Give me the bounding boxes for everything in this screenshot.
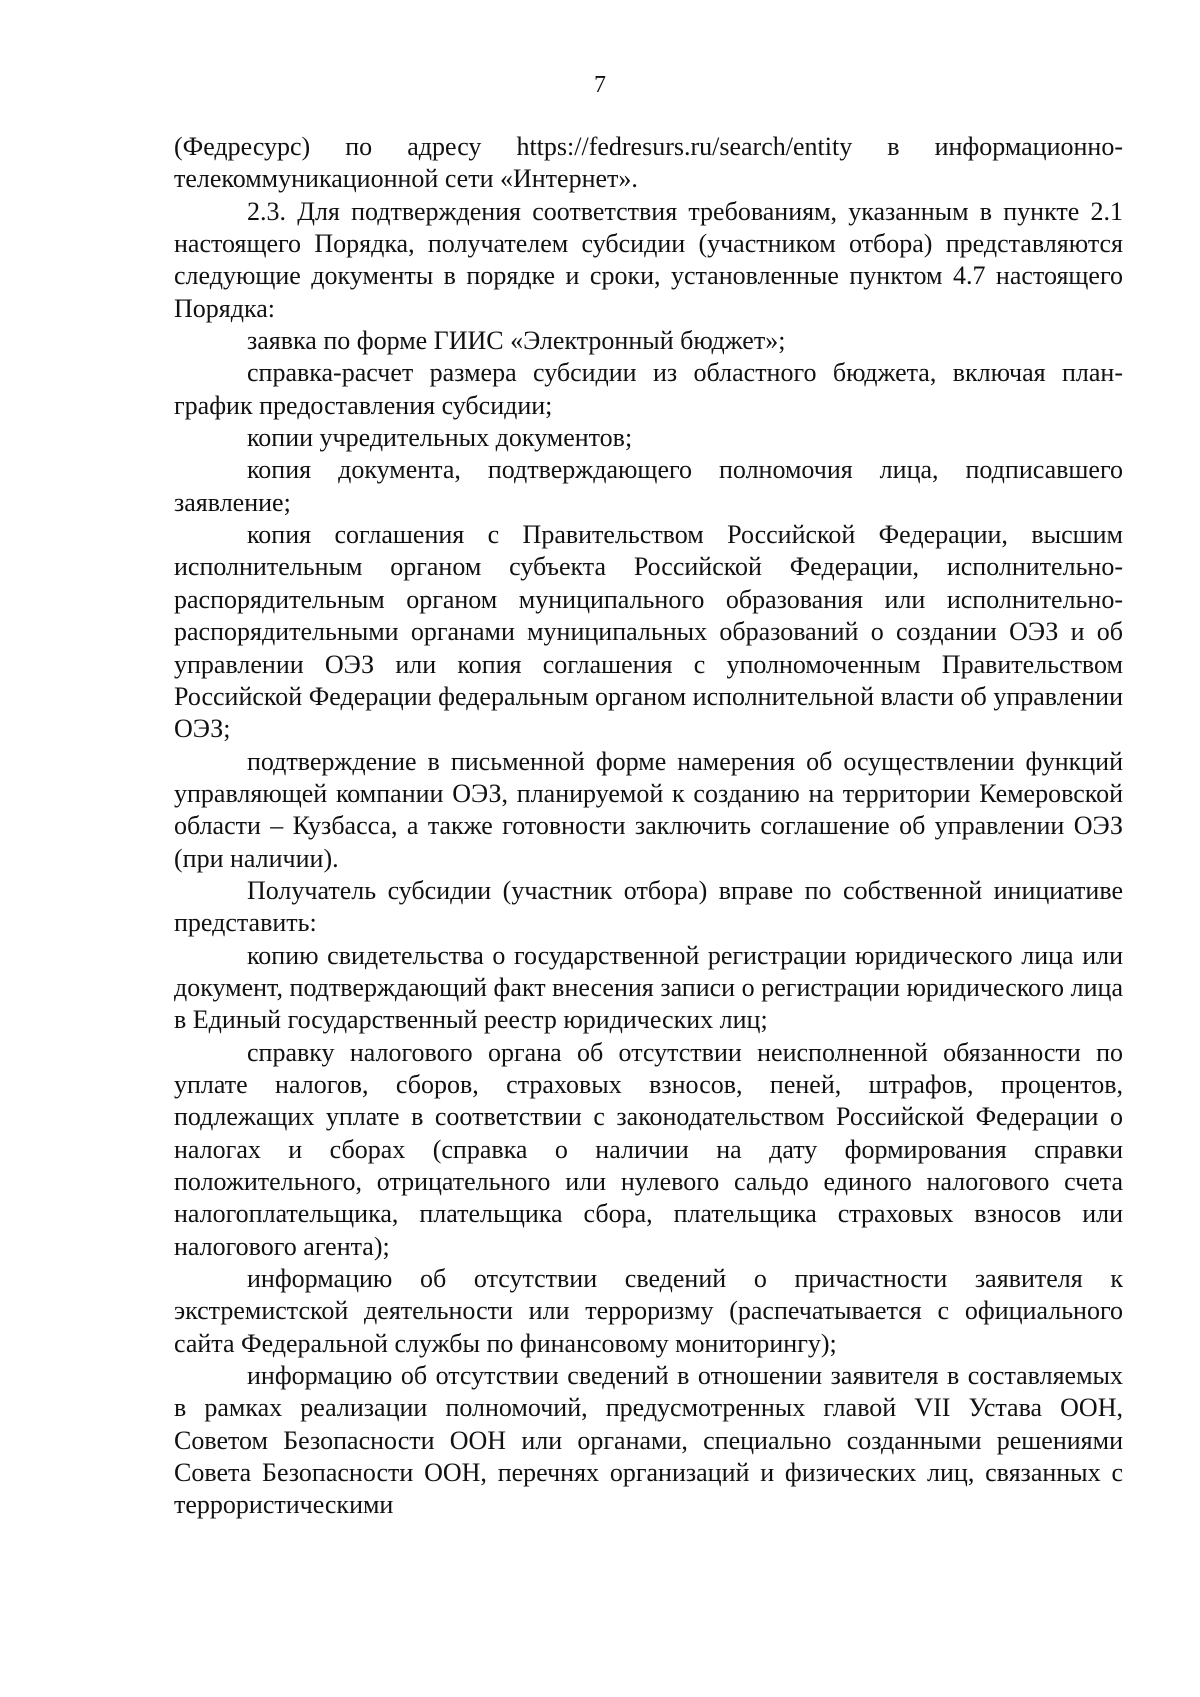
list-item-founding-documents: копии учредительных документов; — [247, 423, 633, 453]
paragraph-2-3: 2.3. Для подтверждения соответствия требованиям, указанным в пункте 2.1 настоящего Порядка, получателем субсидии (участником отбора) представляются следующие документы в порядке и сроки, установленные пунктом 4.7 настоящего Порядка: — [174, 196, 1123, 323]
paragraph-optional-documents: Получатель субсидии (участник отбора) вправе по собственной инициативе представить: — [174, 875, 1123, 938]
list-item-tax-certificate: справку налогового органа об отсутствии неисполненной обязанности по уплате налогов, сборов, страховых взносов, пеней, штрафов, процентов, подлежащих уплате в соответствии с законодательством Российской Федерации о налогах и сборах (справка о наличии на дату формирования справки положительного, отрицательного или нулевого сальдо единого налогового счета налогоплательщика, плательщика сбора, плательщика страховых взносов или налогового агента); — [174, 1037, 1123, 1261]
list-item-authority-document: копия документа, подтверждающего полномочия лица, подписавшего заявление; — [174, 455, 1123, 517]
list-item-agreement-copy: копия соглашения с Правительством Российской Федерации, высшим исполнительным органом субъекта Российской Федерации, исполнительно-распорядительным органом муниципального образования или исполнительно-распорядительными органами муниципальных образований о создании ОЭЗ и об управлении ОЭЗ или копия соглашения с уполномоченным Правительством Российской Федерации федеральным органом исполнительной власти об управлении ОЭЗ; — [174, 520, 1123, 744]
list-item-application: заявка по форме ГИИС «Электронный бюджет»; — [247, 326, 786, 356]
list-item-subsidy-calculation: справка-расчет размера субсидии из областного бюджета, включая план-график предоставления субсидии; — [174, 358, 1123, 420]
list-item-un-lists-info: информацию об отсутствии сведений в отношении заявителя в составляемых в рамках реализации полномочий, предусмотренных главой VII Устава ООН, Советом Безопасности ООН или органами, специально созданными решениями Совета Безопасности ООН, перечнях организаций и физических лиц, связанных с террористическими — [174, 1361, 1123, 1520]
page-number: 7 — [594, 72, 606, 98]
list-item-registration-certificate: копию свидетельства о государственной регистрации юридического лица или документ, подтверждающий факт внесения записи о регистрации юридического лица в Единый государственный реестр юридических лиц; — [174, 940, 1123, 1035]
list-item-extremism-info: информацию об отсутствии сведений о причастности заявителя к экстремистской деятельности или терроризму (распечатывается с официального сайта Федеральной службы по финансовому мониторингу); — [174, 1264, 1123, 1358]
paragraph-fedresurs: (Федресурс) по адресу https://fedresurs.ru/search/entity в информационно-телекоммуникационной сети «Интернет». — [174, 132, 1123, 194]
list-item-written-confirmation: подтверждение в письменной форме намерения об осуществлении функций управляющей компании ОЭЗ, планируемой к созданию на территории Кемеровской области – Кузбасса, а также готовности заключить соглашение об управлении ОЭЗ (при наличии). — [174, 746, 1123, 873]
document-body — [174, 131, 1123, 1522]
